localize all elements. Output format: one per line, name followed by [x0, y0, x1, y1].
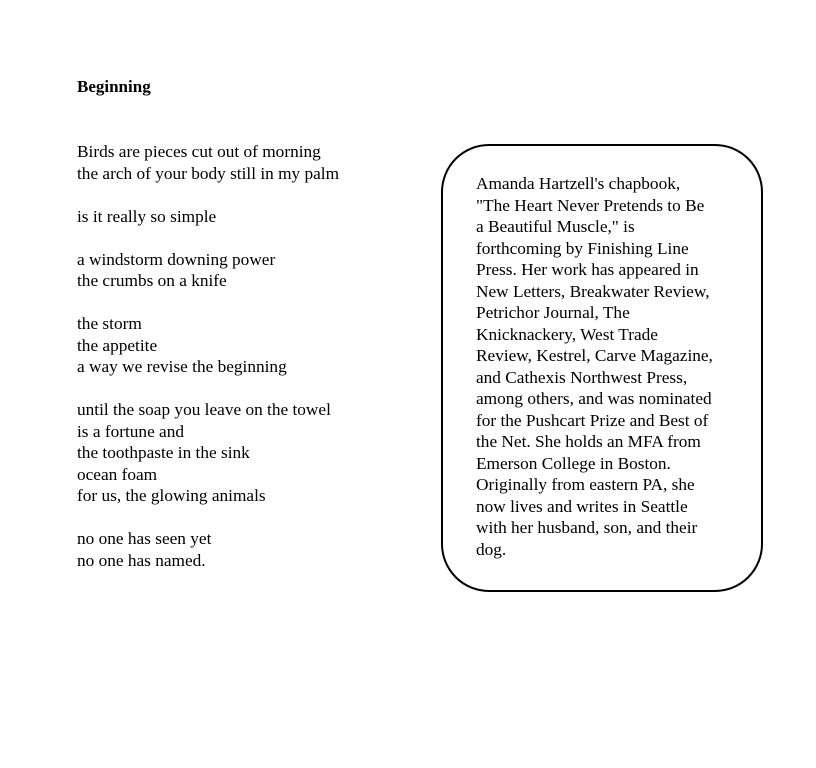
bio-line: among others, and was nominated — [476, 389, 712, 408]
bio-line: with her husband, son, and their — [476, 518, 698, 537]
bio-line: for the Pushcart Prize and Best of — [476, 410, 709, 430]
poem-stanza — [77, 528, 407, 571]
poem-line: until the soap you leave on the towel — [77, 400, 331, 419]
poem-line: the arch of your body still in my palm — [77, 163, 340, 183]
poem-line: for us, the glowing animals — [77, 486, 266, 505]
bio-line: Originally from eastern PA, she — [476, 475, 695, 494]
poem-body — [77, 141, 407, 593]
bio-line: forthcoming by Finishing Line — [476, 238, 689, 258]
poem-line: no one has named. — [77, 550, 206, 570]
poem-line: ocean foam — [77, 464, 158, 484]
bio-line: Knicknackery, West Trade — [476, 324, 658, 344]
poem-stanza — [77, 206, 407, 228]
poem-title: Beginning — [77, 77, 151, 96]
bio-line: now lives and writes in Seattle — [476, 496, 688, 516]
poem-line: the crumbs on a knife — [77, 271, 227, 290]
poem-line: no one has seen yet — [77, 529, 212, 548]
bio-line: Emerson College in Boston. — [476, 453, 671, 473]
bio-line: Review, Kestrel, Carve Magazine, — [476, 346, 713, 365]
bio-line: New Letters, Breakwater Review, — [476, 281, 710, 301]
poem-line: the toothpaste in the sink — [77, 443, 250, 462]
bio-line: "The Heart Never Pretends to Be — [476, 195, 705, 215]
bio-line: Petrichor Journal, The — [476, 303, 630, 322]
poem-line: the storm — [77, 314, 142, 333]
bio-line: Amanda Hartzell's chapbook, — [476, 174, 681, 193]
bio-line: dog. — [476, 539, 507, 559]
bio-line: Press. Her work has appeared in — [476, 260, 699, 279]
poem-line: is it really so simple — [77, 206, 217, 226]
poem-stanza — [77, 313, 407, 378]
poem-line: a windstorm downing power — [77, 249, 276, 269]
poem-line: is a fortune and — [77, 421, 185, 441]
poem-stanza — [77, 399, 407, 507]
bio-line: a Beautiful Muscle," is — [476, 217, 635, 236]
poem-line: the appetite — [77, 335, 158, 355]
bio-line: the Net. She holds an MFA from — [476, 432, 701, 451]
poem-line: Birds are pieces cut out of morning — [77, 142, 321, 161]
poem-stanza — [77, 249, 407, 292]
poem-stanza — [77, 141, 407, 184]
author-bio-text — [476, 173, 766, 560]
poem-line: a way we revise the beginning — [77, 357, 287, 376]
bio-line: and Cathexis Northwest Press, — [476, 367, 688, 387]
